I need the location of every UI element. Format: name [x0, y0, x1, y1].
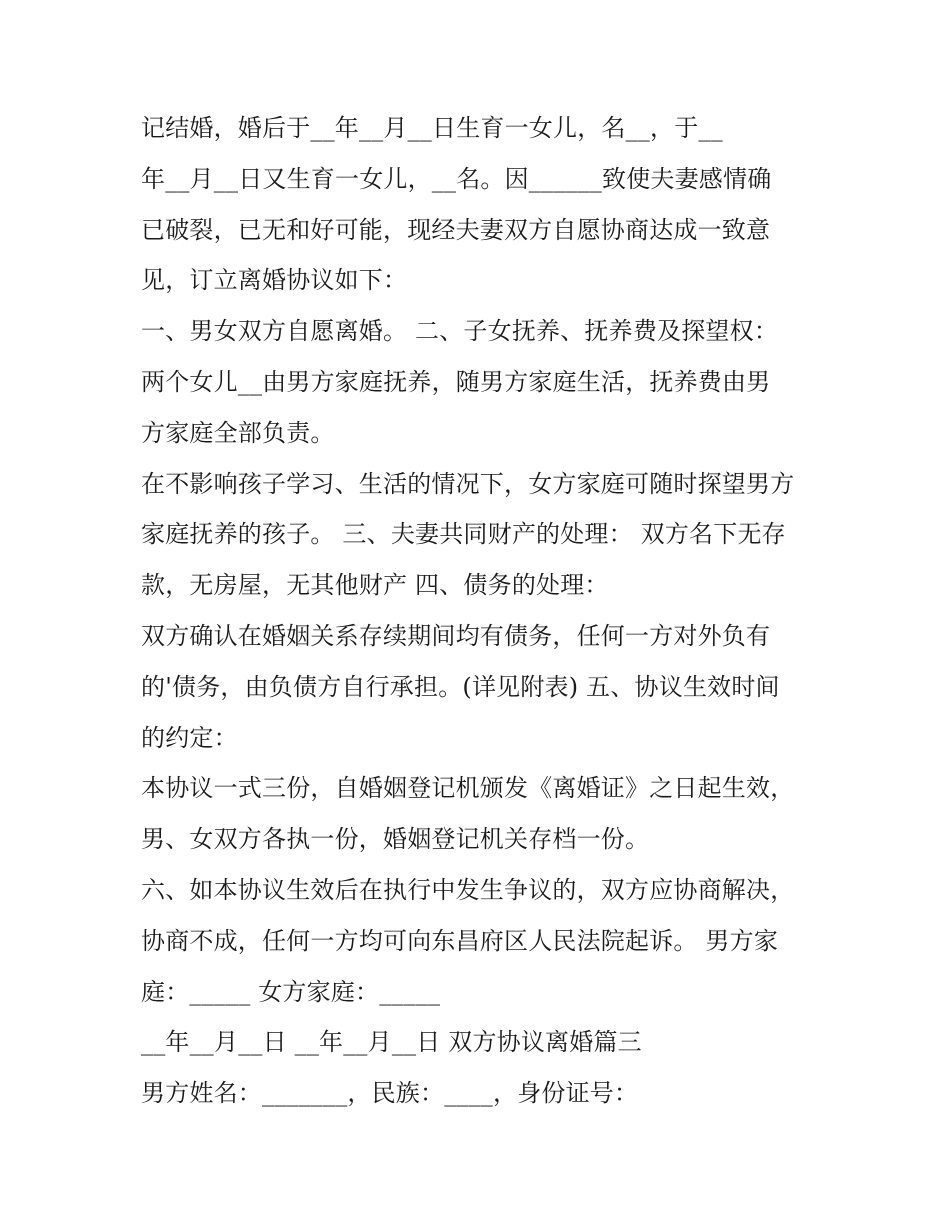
text-line: 的'债务，由负债方自行承担。(详见附表) 五、协议生效时间: [141, 672, 780, 701]
text-line: 家庭抚养的孩子。 三、夫妻共同财产的处理： 双方名下无存: [141, 520, 786, 549]
text-line: 款，无房屋，无其他财产 四、债务的处理：: [141, 571, 609, 600]
agreement-text: [141, 103, 821, 1119]
text-line: 一、男女双方自愿离婚。 二、子女抚养、抚养费及探望权：: [141, 317, 779, 346]
text-line: 男、女双方各执一份，婚姻登记机关存档一份。: [141, 825, 650, 854]
text-line: 在不影响孩子学习、生活的情况下，女方家庭可随时探望男方: [141, 469, 795, 498]
text-line: 六、如本协议生效后在执行中发生争议的，双方应协商解决，: [141, 875, 795, 904]
text-line: __年__月__日 __年__月__日 双方协议离婚篇三: [141, 1028, 642, 1057]
text-line: 已破裂，已无和好可能，现经夫妻双方自愿协商达成一致意: [141, 215, 771, 244]
text-line: 两个女儿__由男方家庭抚养，随男方家庭生活，抚养费由男: [141, 367, 771, 396]
text-line: 庭：_____ 女方家庭：_____: [141, 977, 441, 1006]
text-line: 记结婚，婚后于__年__月__日生育一女儿，名__，于__: [141, 114, 723, 142]
text-line: 双方确认在婚姻关系存续期间均有债务，任何一方对外负有: [141, 621, 771, 650]
text-line: 男方姓名：_______，民族：____，身份证号：: [141, 1079, 639, 1108]
text-line: 的约定：: [141, 723, 238, 752]
text-line: 方家庭全部负责。: [141, 418, 335, 447]
text-line: 本协议一式三份，自婚姻登记机颁发《离婚证》之日起生效，: [141, 774, 795, 803]
text-line: 见，订立离婚协议如下：: [141, 266, 408, 295]
text-line: 年__月__日又生育一女儿，__名。因______致使夫妻感情确: [141, 164, 772, 193]
text-line: 协商不成，任何一方均可向东昌府区人民法院起诉。 男方家: [141, 926, 779, 955]
